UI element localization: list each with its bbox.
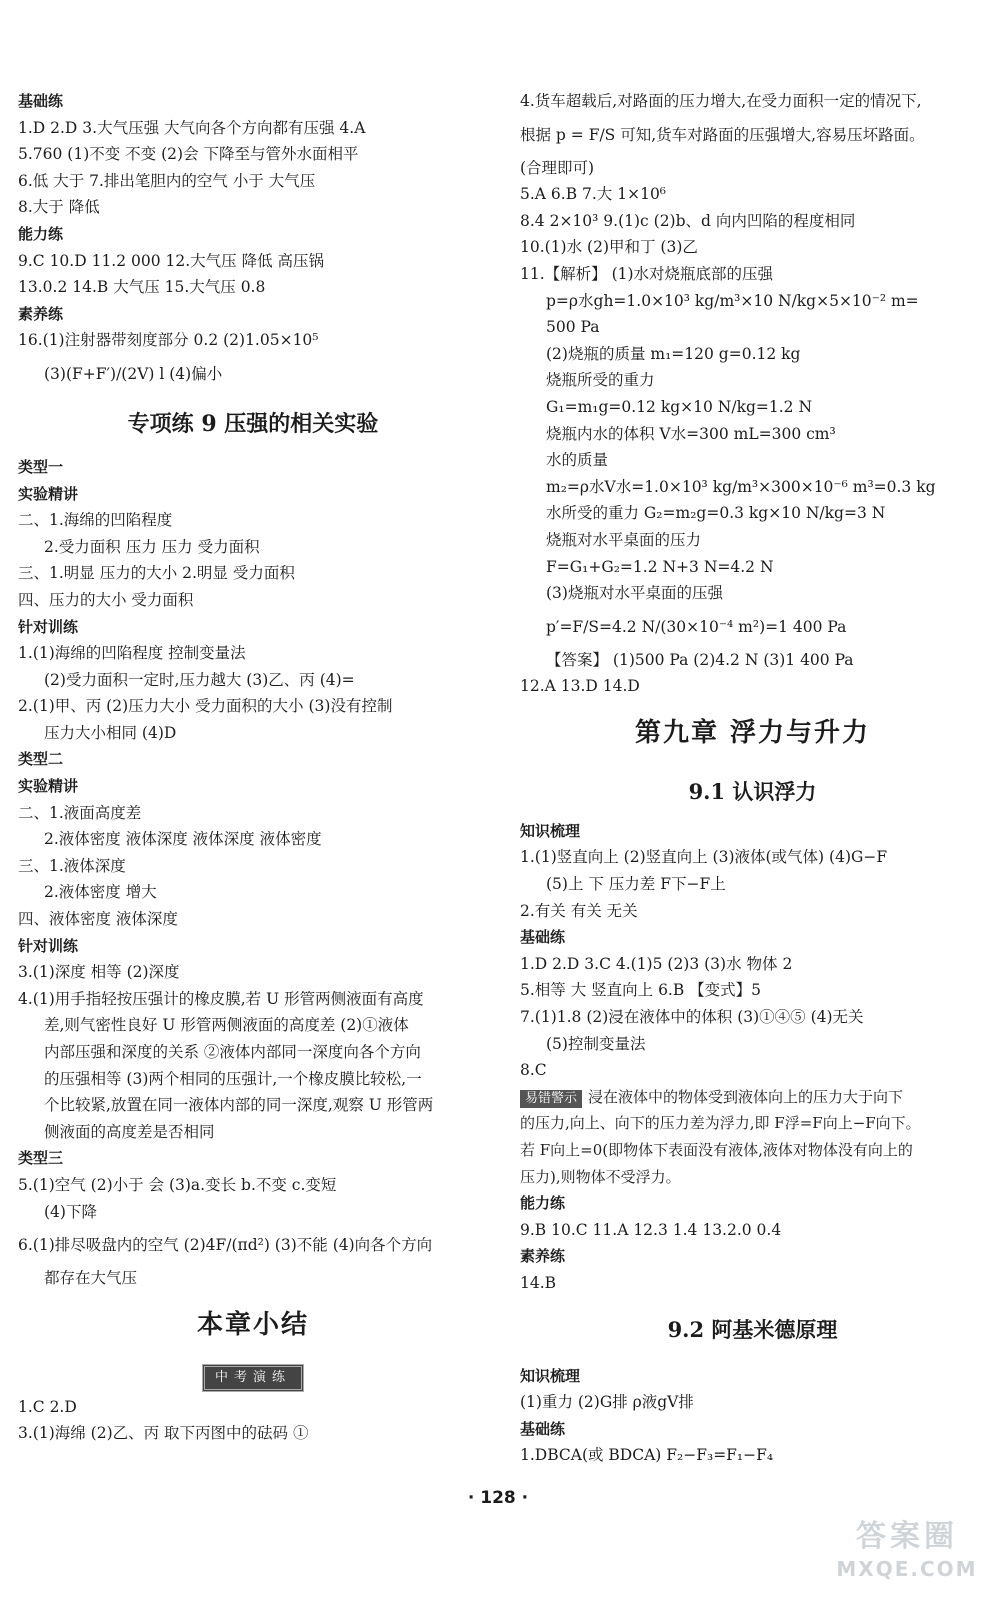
answer-line: 1.DBCA(或 BDCA) F₂−F₃=F₁−F₄: [520, 1446, 774, 1465]
answer-line-formula: (3)(F+F′)/(2V) l (4)偏小: [44, 364, 223, 383]
answer-line: 差,则气密性良好 U 形管两侧液面的高度差 (2)①液体: [44, 1016, 409, 1035]
answer-line-formula: 6.(1)排尽吸盘内的空气 (2)4F/(πd²) (3)不能 (4)向各个方向: [18, 1236, 433, 1255]
watermark-logo: [832, 1518, 982, 1590]
answer-line: 16.(1)注射器带刻度部分 0.2 (2)1.05×10⁵: [18, 331, 319, 350]
warning-text: 浸在液体中的物体受到液体向上的压力大于向下: [588, 1087, 904, 1106]
s92-basic-label: 基础练: [520, 1419, 566, 1438]
type1-exp-label: 实验精讲: [18, 484, 79, 503]
answer-line: 11.【解析】 (1)水对烧瓶底部的压强: [520, 264, 774, 283]
answer-line: 四、压力的大小 受力面积: [18, 590, 194, 609]
answer-line: 8.大于 降低: [18, 198, 100, 217]
answer-line: 1.(1)竖直向上 (2)竖直向上 (3)液体(或气体) (4)G−F: [520, 848, 888, 867]
solution-line: p=ρ水gh=1.0×10³ kg/m³×10 N/kg×5×10⁻² m=: [546, 291, 919, 310]
answer-line: 三、1.液体深度: [18, 856, 126, 875]
solution-line: 水的质量: [546, 451, 609, 470]
answer-line: (1)重力 (2)G排 ρ液gV排: [520, 1393, 694, 1412]
answer-line: (5)上 下 压力差 F下−F上: [546, 875, 726, 894]
exam-practice-badge-wrap: [18, 1358, 488, 1394]
answer-line: 4.货车超载后,对路面的压力增大,在受力面积一定的情况下,: [520, 92, 922, 110]
answer-line: 9.C 10.D 11.2 000 12.大气压 降低 高压锅: [18, 251, 325, 270]
answer-line: 内部压强和深度的关系 ②液体内部同一深度向各个方向: [44, 1043, 421, 1061]
page-number: · 128 ·: [467, 1488, 529, 1508]
s91-basic-label: 基础练: [520, 928, 566, 947]
section-title-9-1: 9.1 认识浮力: [688, 778, 817, 804]
answer-line: 3.(1)海绵 (2)乙、丙 取下丙图中的砝码 ①: [18, 1424, 309, 1443]
type2-label: 类型二: [18, 750, 64, 769]
exam-practice-badge: 中考演练: [202, 1364, 304, 1392]
answer-line: 1.C 2.D: [18, 1397, 77, 1416]
type2-exp-label: 实验精讲: [18, 777, 79, 796]
answer-line: 1.(1)海绵的凹陷程度 控制变量法: [18, 644, 246, 663]
special-practice-title: 专项练 9 压强的相关实验: [127, 410, 379, 437]
solution-line: 500 Pa: [546, 318, 600, 337]
warning-note-line: 压力),则物体不受浮力。: [520, 1167, 681, 1186]
type2-train-label: 针对训练: [18, 936, 79, 955]
answer-line: 8.4 2×10³ 9.(1)c (2)b、d 向内凹陷的程度相同: [520, 211, 856, 230]
answer-line: 都存在大气压: [44, 1269, 138, 1288]
solution-line: 水所受的重力 G₂=m₂g=0.3 kg×10 N/kg=3 N: [546, 504, 886, 523]
answer-line: 3.(1)深度 相等 (2)深度: [18, 963, 180, 982]
solution-line: 烧瓶所受的重力: [546, 371, 655, 390]
right-column: [520, 88, 985, 1469]
answer-line: 5.A 6.B 7.大 1×10⁶: [520, 185, 667, 204]
answer-line: 5.相等 大 竖直向上 6.B 【变式】5: [520, 981, 762, 1000]
answer-line: 三、1.明显 压力的大小 2.明显 受力面积: [18, 564, 295, 583]
s91-ability-label: 能力练: [520, 1194, 566, 1213]
left-column: [18, 88, 488, 1447]
answer-line: (4)下降: [44, 1202, 97, 1221]
answer-line: 12.A 13.D 14.D: [520, 677, 640, 696]
answer-line: 侧液面的高度差是否相同: [44, 1122, 215, 1141]
solution-line-formula: p′=F/S=4.2 N/(30×10⁻⁴ m²)=1 400 Pa: [546, 617, 847, 636]
type3-label: 类型三: [18, 1149, 64, 1168]
answer-line: 个比较紧,放置在同一液体内部的同一深度,观察 U 形管两: [44, 1096, 434, 1115]
answer-line: (2)受力面积一定时,压力越大 (3)乙、丙 (4)=: [44, 670, 355, 689]
warning-note-line: 的压力,向上、向下的压力差为浮力,即 F浮=F向上−F向下。: [520, 1114, 921, 1133]
chapter-summary-title: 本章小结: [196, 1309, 309, 1340]
s91-literacy-label: 素养练: [520, 1247, 566, 1266]
answer-line: 二、1.液面高度差: [18, 803, 142, 822]
solution-line: (2)烧瓶的质量 m₁=120 g=0.12 kg: [546, 344, 801, 363]
warning-tag: 易错警示: [520, 1090, 582, 1108]
solution-line: G₁=m₁g=0.12 kg×10 N/kg=1.2 N: [546, 397, 813, 416]
answer-line-formula: 根据 p = F/S 可知,货车对路面的压强增大,容易压坏路面。: [520, 125, 925, 144]
answer-line: 的压强相等 (3)两个相同的压强计,一个橡皮膜比较松,一: [44, 1069, 422, 1088]
answer-line: 2.受力面积 压力 压力 受力面积: [44, 537, 260, 556]
solution-line: m₂=ρ水V水=1.0×10³ kg/m³×300×10⁻⁶ m³=0.3 kg: [546, 477, 936, 496]
answer-line: 1.D 2.D 3.大气压强 大气向各个方向都有压强 4.A: [18, 118, 366, 137]
answer-line: 5.760 (1)不变 不变 (2)会 下降至与管外水面相平: [18, 145, 359, 164]
answer-line: 8.C: [520, 1061, 547, 1080]
section-label-basic: 基础练: [18, 92, 64, 110]
watermark-top: 答案圈: [856, 1519, 958, 1554]
section-label-ability: 能力练: [18, 224, 64, 243]
section-title-9-2: 9.2 阿基米德原理: [667, 1316, 838, 1342]
solution-line: 烧瓶内水的体积 V水=300 mL=300 cm³: [546, 424, 836, 443]
answer-line: 13.0.2 14.B 大气压 15.大气压 0.8: [18, 278, 266, 297]
answer-line: 6.低 大于 7.排出笔胆内的空气 小于 大气压: [18, 171, 316, 190]
answer-line: 4.(1)用手指轻按压强计的橡皮膜,若 U 形管两侧液面有高度: [18, 989, 424, 1008]
answer-line: 7.(1)1.8 (2)浸在液体中的体积 (3)①④⑤ (4)无关: [520, 1008, 864, 1027]
warning-note-line: 若 F向上=0(即物体下表面没有液体,液体对物体没有向上的: [520, 1141, 913, 1159]
answer-line: 四、液体密度 液体深度: [18, 910, 178, 929]
answer-line: 1.D 2.D 3.C 4.(1)5 (2)3 (3)水 物体 2: [520, 954, 793, 973]
answer-line: 2.有关 有关 无关: [520, 901, 638, 920]
answer-line: 2.(1)甲、丙 (2)压力大小 受力面积的大小 (3)没有控制: [18, 697, 393, 716]
solution-line: 烧瓶对水平桌面的压力: [546, 530, 702, 549]
s91-knowledge-label: 知识梳理: [520, 821, 581, 840]
solution-line: (3)烧瓶对水平桌面的压强: [546, 584, 723, 603]
answer-line: 9.B 10.C 11.A 12.3 1.4 13.2.0 0.4: [520, 1220, 782, 1239]
type1-label: 类型一: [18, 457, 64, 476]
answer-line: (合理即可): [520, 158, 595, 177]
section-label-literacy: 素养练: [18, 304, 64, 323]
answer-line: 10.(1)水 (2)甲和丁 (3)乙: [520, 238, 698, 257]
chapter-title: 第九章 浮力与升力: [634, 717, 871, 748]
warning-note-line: [520, 1084, 985, 1111]
answer-line: 压力大小相同 (4)D: [44, 723, 177, 742]
solution-line: F=G₁+G₂=1.2 N+3 N=4.2 N: [546, 557, 774, 576]
answer-line: 2.液体密度 增大: [44, 883, 157, 902]
answer-line: (5)控制变量法: [546, 1034, 646, 1053]
answer-summary-line: 【答案】 (1)500 Pa (2)4.2 N (3)1 400 Pa: [546, 650, 854, 669]
answer-line: 2.液体密度 液体深度 液体深度 液体密度: [44, 830, 322, 849]
watermark-bottom: MXQE.COM: [836, 1557, 978, 1581]
s92-knowledge-label: 知识梳理: [520, 1366, 581, 1385]
answer-line: 5.(1)空气 (2)小于 会 (3)a.变长 b.不变 c.变短: [18, 1175, 337, 1194]
answer-line: 14.B: [520, 1273, 557, 1292]
answer-line: 二、1.海绵的凹陷程度: [18, 511, 173, 530]
type1-train-label: 针对训练: [18, 617, 79, 636]
